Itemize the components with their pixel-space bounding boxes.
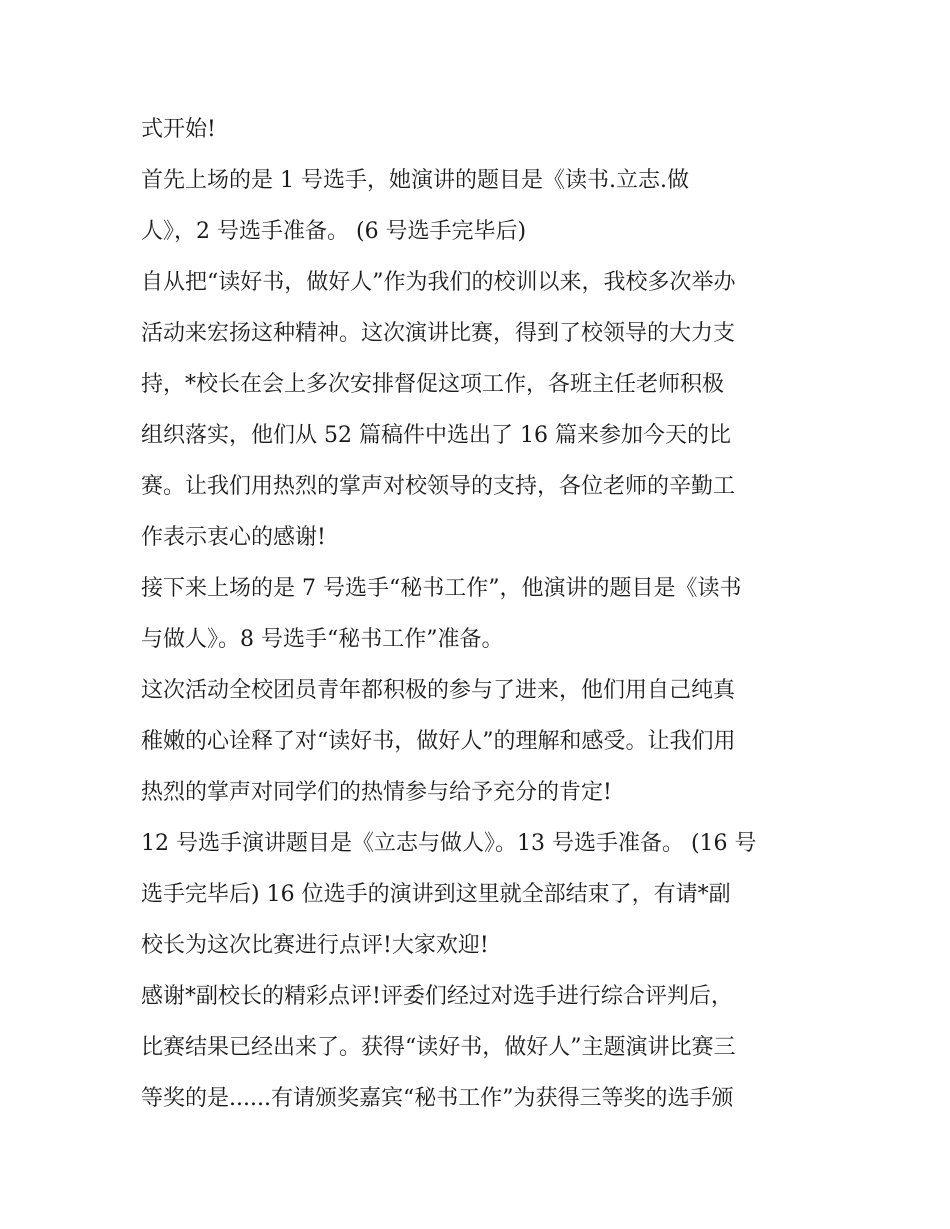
text-line: 与做人》。8 号选手“秘书工作”准备。: [141, 627, 504, 652]
text-line: 12 号选手演讲题目是《立志与做人》。13 号选手准备。 (16 号: [141, 831, 757, 856]
text-line: 感谢*副校长的精彩点评!评委们经过对选手进行综合评判后，: [141, 984, 733, 1009]
text-line: 比赛结果已经出来了。获得“读好书，做好人”主题演讲比赛三: [141, 1035, 736, 1060]
text-line: 人》，2 号选手准备。 (6 号选手完毕后): [141, 219, 527, 244]
text-line: 自从把“读好书，做好人”作为我们的校训以来，我校多次举办: [141, 270, 736, 295]
text-line: 活动来宏扬这种精神。这次演讲比赛，得到了校领导的大力支: [141, 321, 736, 346]
text-line: 这次活动全校团员青年都积极的参与了进来，他们用自己纯真: [141, 678, 736, 703]
text-line: 等奖的是......有请颁奖嘉宾“秘书工作”为获得三等奖的选手颁: [141, 1086, 734, 1111]
text-line: 稚嫩的心诠释了对“读好书，做好人”的理解和感受。让我们用: [141, 729, 736, 754]
document-body: [141, 108, 821, 1128]
text-line: 持，*校长在会上多次安排督促这项工作，各班主任老师积极: [141, 372, 725, 397]
text-line: 首先上场的是 1 号选手，她演讲的题目是《读书.立志.做: [141, 168, 689, 193]
text-line: 校长为这次比赛进行点评!大家欢迎!: [141, 933, 489, 958]
text-line: 选手完毕后) 16 位选手的演讲到这里就全部结束了，有请*副: [141, 882, 731, 907]
text-line: 组织落实，他们从 52 篇稿件中选出了 16 篇来参加今天的比: [141, 423, 731, 448]
text-line: 接下来上场的是 7 号选手“秘书工作”，他演讲的题目是《读书: [141, 576, 742, 601]
text-line: 作表示衷心的感谢!: [141, 525, 326, 550]
text-line: 热烈的掌声对同学们的热情参与给予充分的肯定!: [141, 780, 612, 805]
text-line: 赛。让我们用热烈的掌声对校领导的支持，各位老师的辛勤工: [141, 474, 736, 499]
text-line: 式开始!: [141, 117, 216, 142]
